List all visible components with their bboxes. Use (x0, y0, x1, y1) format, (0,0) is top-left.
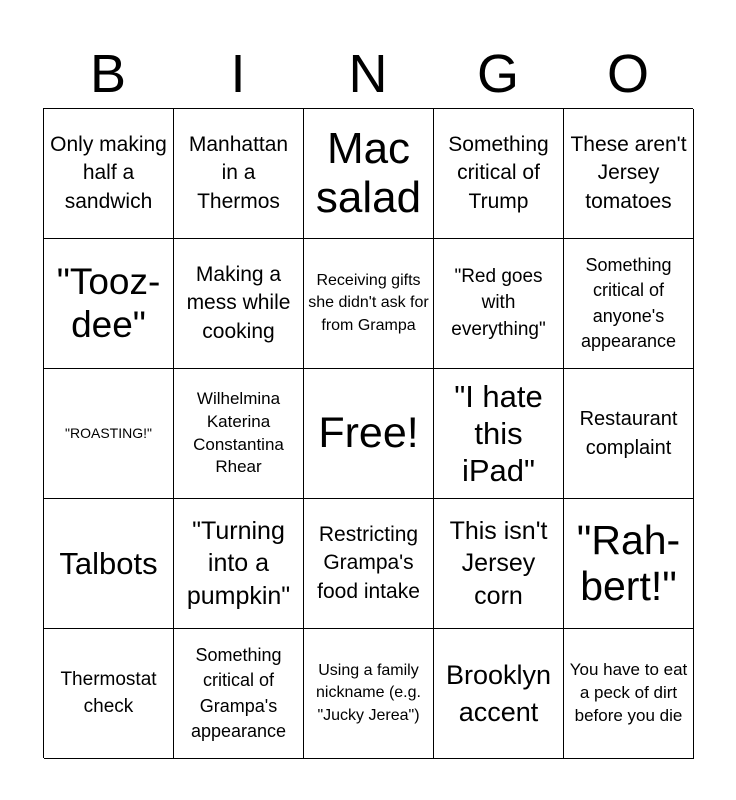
bingo-cell[interactable]: Receiving gifts she didn't ask for from Grampa (304, 239, 434, 369)
bingo-free-space[interactable]: Free! (304, 369, 434, 499)
bingo-cell[interactable]: Mac salad (304, 109, 434, 239)
bingo-cell[interactable]: Restaurant complaint (564, 369, 694, 499)
bingo-header (43, 40, 693, 108)
bingo-cell[interactable]: Using a family nickname (e.g. "Jucky Jerea") (304, 629, 434, 759)
bingo-cell[interactable]: "Rah-bert!" (564, 499, 694, 629)
bingo-cell[interactable]: Something critical of Trump (434, 109, 564, 239)
bingo-cell[interactable]: "Red goes with everything" (434, 239, 564, 369)
bingo-cell[interactable]: Thermostat check (44, 629, 174, 759)
bingo-cell[interactable]: This isn't Jersey corn (434, 499, 564, 629)
bingo-cell[interactable]: Manhattan in a Thermos (174, 109, 304, 239)
bingo-cell[interactable]: "I hate this iPad" (434, 369, 564, 499)
bingo-cell[interactable]: Making a mess while cooking (174, 239, 304, 369)
bingo-grid (43, 108, 693, 758)
header-letter-i: I (230, 44, 246, 104)
bingo-cell[interactable]: "ROASTING!" (44, 369, 174, 499)
bingo-cell[interactable]: Talbots (44, 499, 174, 629)
header-letter-b: B (89, 44, 127, 104)
header-letter-o: O (606, 44, 649, 104)
bingo-cell[interactable]: Restricting Grampa's food intake (304, 499, 434, 629)
bingo-cell[interactable]: Only making half a sandwich (44, 109, 174, 239)
bingo-cell[interactable]: Brooklyn accent (434, 629, 564, 759)
bingo-cell[interactable]: Something critical of Grampa's appearance (174, 629, 304, 759)
header-letter-n: N (348, 44, 388, 104)
bingo-cell[interactable]: These aren't Jersey tomatoes (564, 109, 694, 239)
bingo-cell[interactable]: Wilhelmina Katerina Constantina Rhear (174, 369, 304, 499)
header-letter-g: G (476, 44, 519, 104)
bingo-cell[interactable]: "Turning into a pumpkin" (174, 499, 304, 629)
bingo-cell[interactable]: Something critical of anyone's appearance (564, 239, 694, 369)
bingo-cell[interactable]: You have to eat a peck of dirt before you die (564, 629, 694, 759)
bingo-cell[interactable]: "Tooz-dee" (44, 239, 174, 369)
